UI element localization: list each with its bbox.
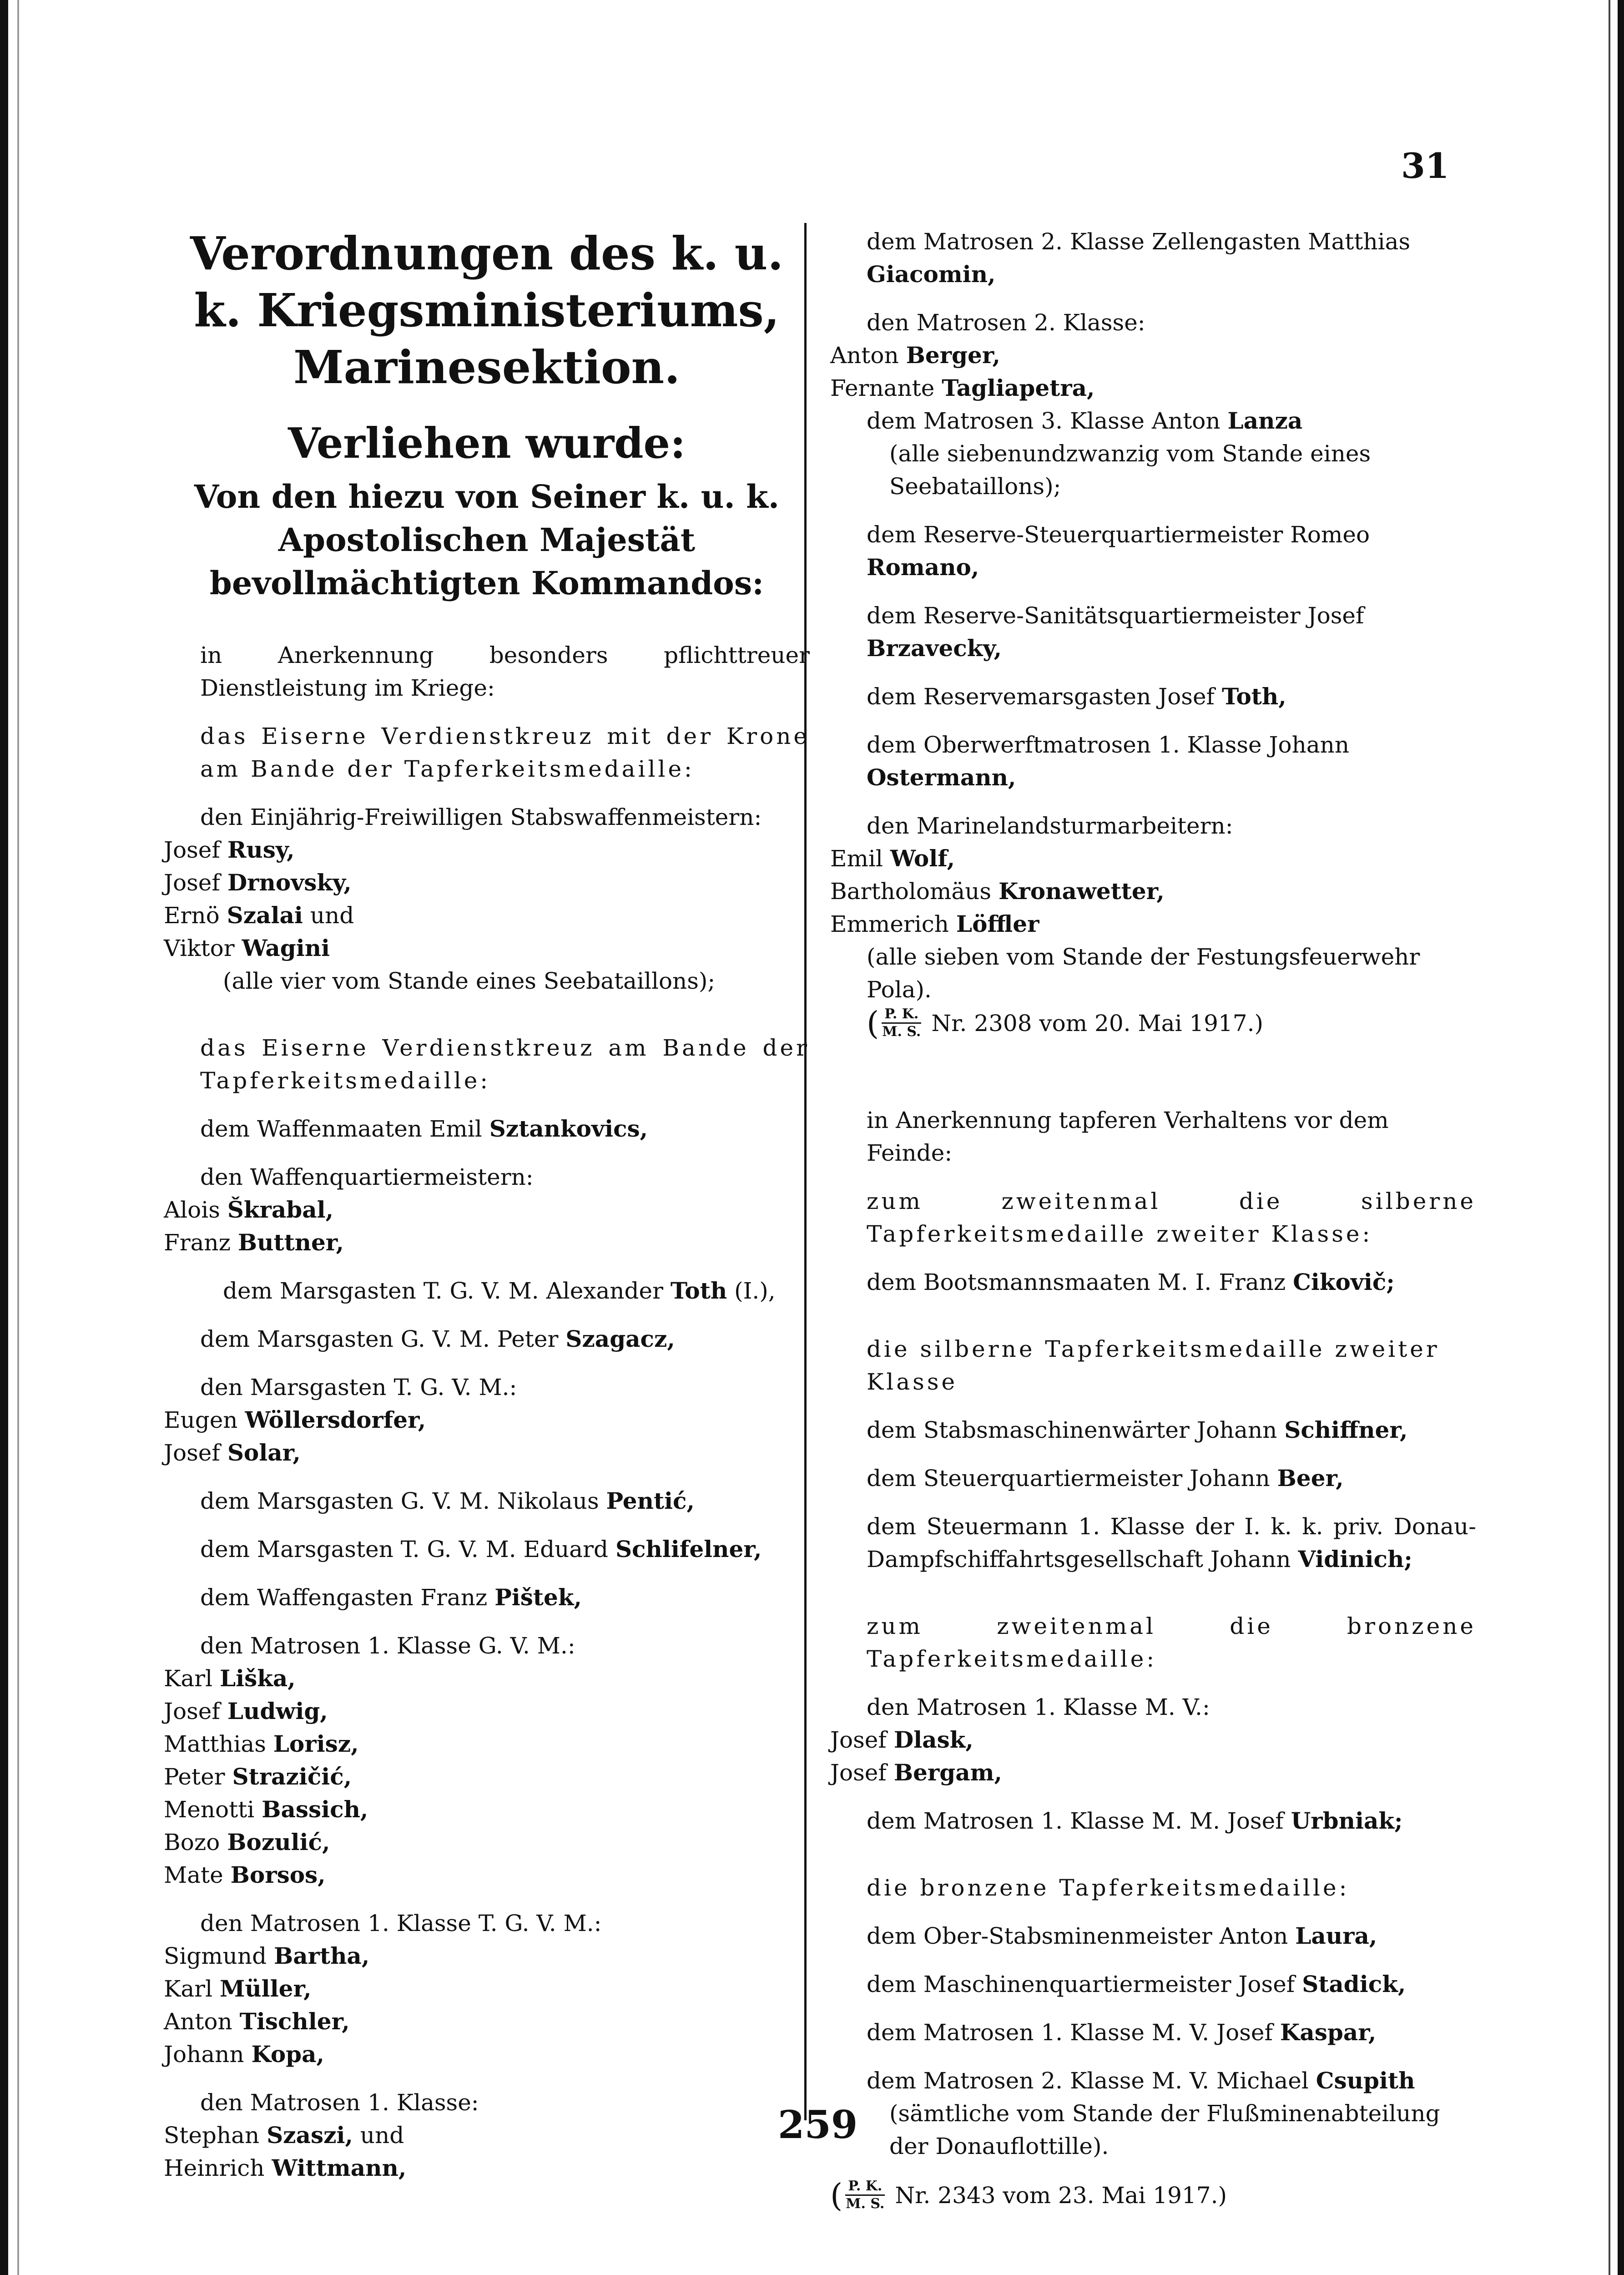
name-entry: Ernö Szalai und (164, 902, 354, 929)
reference-fraction: $\frac{P. K.}{M. S.}$ (846, 2178, 885, 2212)
name-entry: Emil Wolf, (830, 845, 955, 872)
name-entry: Fernante Tagliapetra, (830, 374, 1095, 401)
scan-edge-right (1618, 0, 1624, 2275)
group-note: (sämtliche vom Stande der Flußminenabteilung der Donauflottille). (889, 2100, 1440, 2159)
recipient-entry: dem Waffenmaaten Emil Sztankovics, (200, 1115, 648, 1142)
rank-label: den Matrosen 2. Klasse: (867, 309, 1145, 336)
recipient-entry: dem Steuerquartiermeister Johann Beer, (867, 1465, 1344, 1491)
recipient-entry: dem Bootsmannsmaaten M. I. Franz Cikovič; (867, 1269, 1395, 1295)
name-entry: Alois Škrabal, (164, 1196, 334, 1223)
recipient-entry: dem Marsgasten G. V. M. Peter Szagacz, (200, 1325, 675, 1352)
group-note: (alle siebenundzwanzig vom Stande eines Seebataillons); (889, 440, 1371, 500)
name-entry: Peter Strazičić, (164, 1763, 352, 1790)
rank-label: den Matrosen 1. Klasse: (200, 2089, 479, 2116)
group-note: (alle sieben vom Stande der Festungsfeuerwehr Pola). (867, 944, 1420, 1003)
recipient-entry: dem Oberwerftmatrosen 1. Klasse Johann Ostermann, (867, 732, 1350, 791)
name-entry: Josef Rusy, (164, 836, 295, 863)
section-title: Verordnungen des k. u. k. Kriegsministeriums, Marinesektion. (190, 227, 784, 394)
reference-text: Nr. 2343 vom 23. Mai 1917.) (895, 2182, 1227, 2209)
reference-paren: ( (830, 2176, 843, 2214)
recipient-entry: dem Stabsmaschinenwärter Johann Schiffner, (867, 1416, 1408, 1443)
recipient-entry: dem Waffengasten Franz Pištek, (200, 1584, 582, 1611)
scan-edge-left (0, 0, 8, 2275)
authority-line: Von den hiezu von Seiner k. u. k. Apostolischen Majestät bevollmächtigten Kommandos: (194, 478, 780, 602)
name-entry: Heinrich Wittmann, (164, 2154, 407, 2181)
name-entry: Bartholomäus Kronawetter, (830, 878, 1165, 905)
name-entry: Karl Müller, (164, 1975, 312, 2002)
page-number-bottom: 259 (778, 2102, 858, 2147)
name-entry: Sigmund Bartha, (164, 1942, 370, 1969)
recipient-entry: dem Marsgasten T. G. V. M. Alexander Toth (I.), (223, 1277, 776, 1304)
name-entry: Stephan Szaszi, und (164, 2122, 404, 2149)
rank-label: den Einjährig-Freiwilligen Stabswaffenmeistern: (200, 804, 762, 830)
name-entry: Viktor Wagini (164, 935, 330, 961)
name-entry: Josef Dlask, (830, 1726, 973, 1753)
award-heading: die bronzene Tapferkeitsmedaille: (867, 1875, 1350, 1901)
recipient-entry: dem Marsgasten G. V. M. Nikolaus Pentić, (200, 1487, 695, 1514)
rank-label: den Marsgasten T. G. V. M.: (200, 1374, 517, 1400)
award-heading: das Eiserne Verdienstkreuz am Bande der Tapferkeitsmedaille: (200, 1035, 810, 1094)
award-heading: zum zweitenmal die bronzene Tapferkeitsmedaille: (867, 1613, 1476, 1672)
reference-line (830, 1006, 1476, 1040)
scan-edge-left-line (17, 0, 19, 2275)
name-entry: Anton Tischler, (164, 2008, 350, 2035)
rank-label: den Matrosen 1. Klasse T. G. V. M.: (200, 1910, 602, 1936)
recipient-entry: dem Matrosen 2. Klasse M. V. Michael Csupith (867, 2067, 1415, 2094)
intro-text: in Anerkennung tapferen Verhaltens vor dem Feinde: (867, 1107, 1389, 1166)
rank-label: den Matrosen 1. Klasse G. V. M.: (200, 1633, 575, 1659)
name-entry: Emmerich Löffler (830, 910, 1039, 937)
recipient-entry: dem Matrosen 2. Klasse Zellengasten Matthias Giacomin, (867, 228, 1411, 288)
reference-fraction: $\frac{P. K.}{M. S.}$ (882, 1006, 921, 1040)
recipient-entry: dem Steuermann 1. Klasse der I. k. k. priv. Donau-Dampfschiffahrtsgesellschaft Johann Vidinich; (867, 1513, 1476, 1572)
scan-edge-right-line (1609, 0, 1610, 2275)
name-entry: Josef Drnovsky, (164, 869, 352, 896)
recipient-entry: dem Reserve-Sanitätsquartiermeister Josef Brzavecky, (867, 602, 1364, 662)
award-heading: zum zweitenmal die silberne Tapferkeitsmedaille zweiter Klasse: (867, 1188, 1476, 1247)
name-entry: Bozo Bozulić, (164, 1829, 330, 1855)
name-entry: Karl Liška, (164, 1665, 296, 1692)
section-heading: Verliehen wurde: (287, 419, 686, 468)
recipient-entry: dem Reservemarsgasten Josef Toth, (867, 683, 1286, 710)
page-number-top: 31 (1401, 146, 1449, 186)
intro-text: in Anerkennung besonders pflichttreuer Dienstleistung im Kriege: (200, 642, 810, 701)
recipient-entry: dem Maschinenquartiermeister Josef Stadick, (867, 1971, 1406, 1997)
rank-label: den Matrosen 1. Klasse M. V.: (867, 1694, 1210, 1720)
name-entry: Josef Solar, (164, 1439, 301, 1466)
reference-text: Nr. 2308 vom 20. Mai 1917.) (931, 1010, 1263, 1036)
left-column (164, 225, 810, 2184)
award-heading: die silberne Tapferkeitsmedaille zweiter Klasse (867, 1336, 1440, 1395)
recipient-entry: dem Reserve-Steuerquartiermeister Romeo Romano, (867, 521, 1370, 581)
rank-label: den Marinelandsturmarbeitern: (867, 813, 1233, 839)
recipient-entry: dem Marsgasten T. G. V. M. Eduard Schlifelner, (200, 1536, 762, 1562)
recipient-entry: dem Matrosen 1. Klasse M. V. Josef Kaspar, (867, 2019, 1377, 2046)
rank-label: den Waffenquartiermeistern: (200, 1164, 534, 1190)
name-entry: Josef Bergam, (830, 1759, 1002, 1786)
group-note: (alle vier vom Stande eines Seebataillons); (223, 968, 716, 994)
reference-line (830, 2178, 1476, 2212)
recipient-entry: dem Ober-Stabsminenmeister Anton Laura, (867, 1922, 1377, 1949)
reference-paren: ( (867, 1004, 879, 1042)
name-entry: Anton Berger, (830, 342, 1000, 369)
recipient-entry: dem Matrosen 3. Klasse Anton Lanza (867, 407, 1303, 434)
award-heading: das Eiserne Verdienstkreuz mit der Krone am Bande der Tapferkeitsmedaille: (200, 723, 810, 782)
name-entry: Eugen Wöllersdorfer, (164, 1406, 426, 1433)
name-entry: Franz Buttner, (164, 1229, 344, 1256)
name-entry: Menotti Bassich, (164, 1796, 368, 1823)
name-entry: Matthias Lorisz, (164, 1730, 359, 1757)
right-column (830, 225, 1476, 2212)
name-entry: Mate Borsos, (164, 1861, 326, 1888)
recipient-entry: dem Matrosen 1. Klasse M. M. Josef Urbniak; (867, 1807, 1403, 1834)
name-entry: Johann Kopa, (164, 2041, 324, 2068)
name-entry: Josef Ludwig, (164, 1698, 328, 1724)
